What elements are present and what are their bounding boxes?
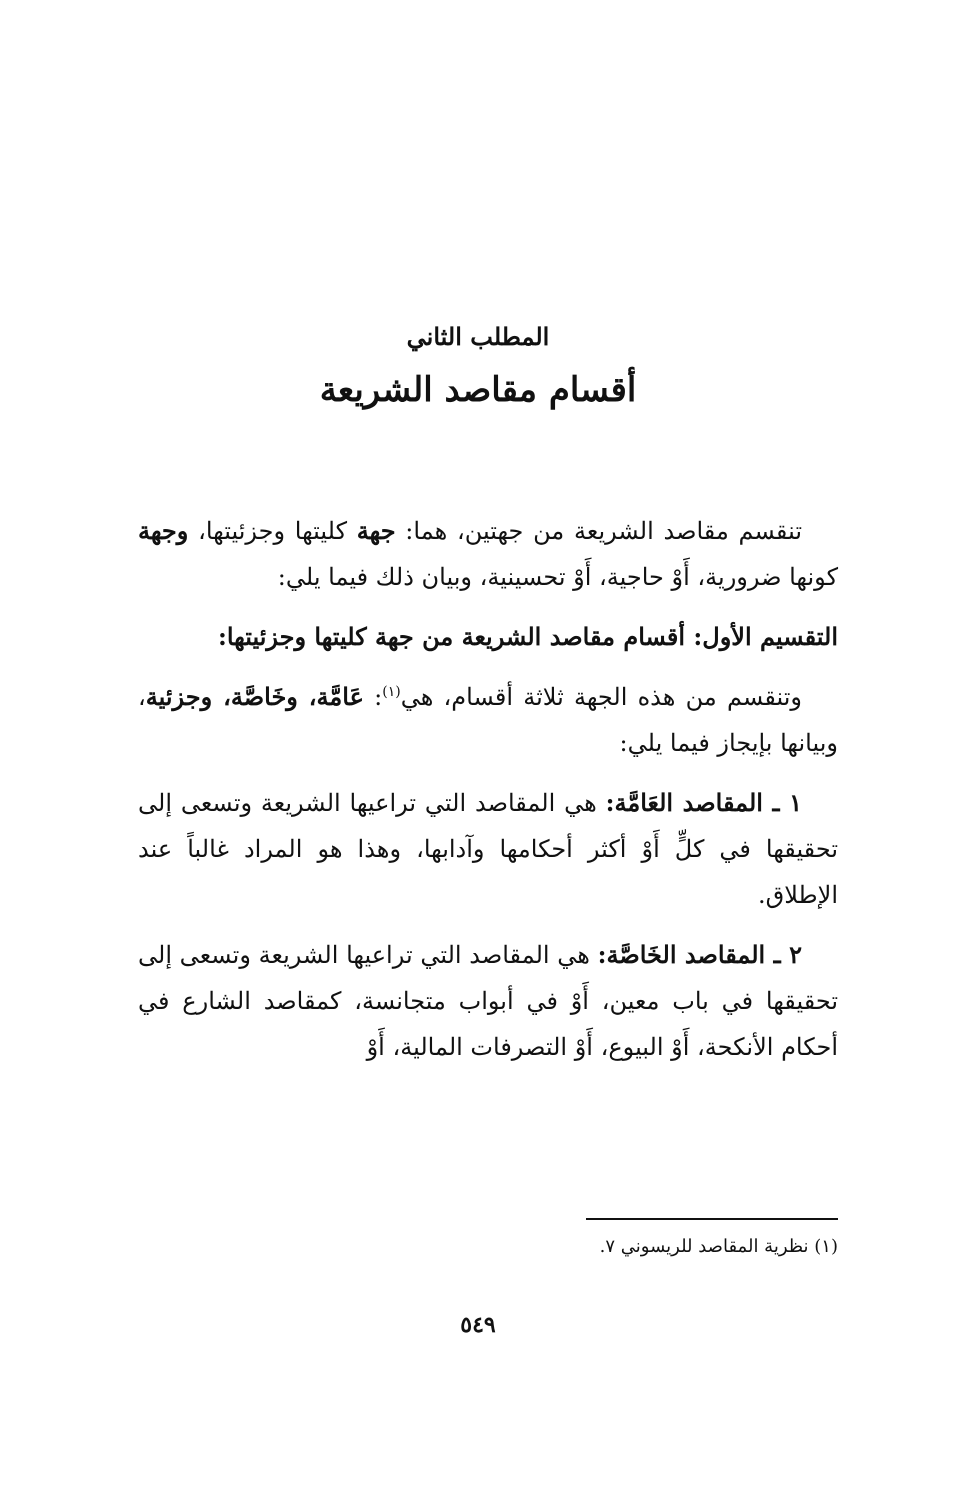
division-heading [138,614,838,660]
intro-bold-2: وجهة [138,516,189,545]
footnote [138,1232,838,1262]
intro-paragraph [138,508,838,600]
section-subtitle: المطلب الثاني [406,322,550,351]
division-label: التقسيم الأول: أقسام مقاصد الشريعة من جهة كليتها وجزئيتها: [217,622,838,651]
division-paragraph [138,674,838,766]
footnote-marker: (١) [814,1236,838,1257]
intro-text-2: كليتها وجزئيتها، [188,517,357,545]
item-1-text: هي المقاصد التي تراعيها الشريعة وتسعى إلى تحقيقها في كلٍّ أَوْ أكثر أحكامها وآدابها، وهذا هو المراد غالباً عند الإطلاق. [138,789,838,909]
intro-bold-1: جهة [356,516,396,545]
footnote-ref[interactable]: (١) [382,684,401,700]
item-1-label: ١ ـ المقاصد العَامَّة: [605,788,802,817]
division-bold: عَامَّة، وخَاصَّة، وجزئية [145,682,364,711]
item-2-paragraph [138,932,838,1070]
section-title: أقسام مقاصد الشريعة [319,370,637,410]
division-text-3: ، وبيانها بإيجاز فيما يلي: [138,683,838,757]
intro-text-3: كونها ضرورية، أَوْ حاجية، أَوْ تحسينية، وبيان ذلك فيما يلي: [277,563,838,591]
intro-text-1: تنقسم مقاصد الشريعة من جهتين، هما: [395,517,802,545]
item-2-text: هي المقاصد التي تراعيها الشريعة وتسعى إلى تحقيقها في باب معين، أَوْ في أبواب متجانسة، كمقاصد الشارع في أحكام الأنكحة، أَوْ البيوع، أَوْ التصرفات المالية، أَوْ [138,941,838,1061]
item-2-label: ٢ ـ المقاصد الخَاصَّة: [597,940,802,969]
footnote-text: نظرية المقاصد للريسوني ٧. [599,1236,815,1257]
item-1-paragraph [138,780,838,918]
division-text-2: : [363,683,383,711]
page-number: ٥٤٩ [460,1312,496,1338]
division-text-1: وتنقسم من هذه الجهة ثلاثة أقسام، هي [400,683,803,711]
body-text [138,508,838,1084]
footnote-divider [586,1218,838,1220]
